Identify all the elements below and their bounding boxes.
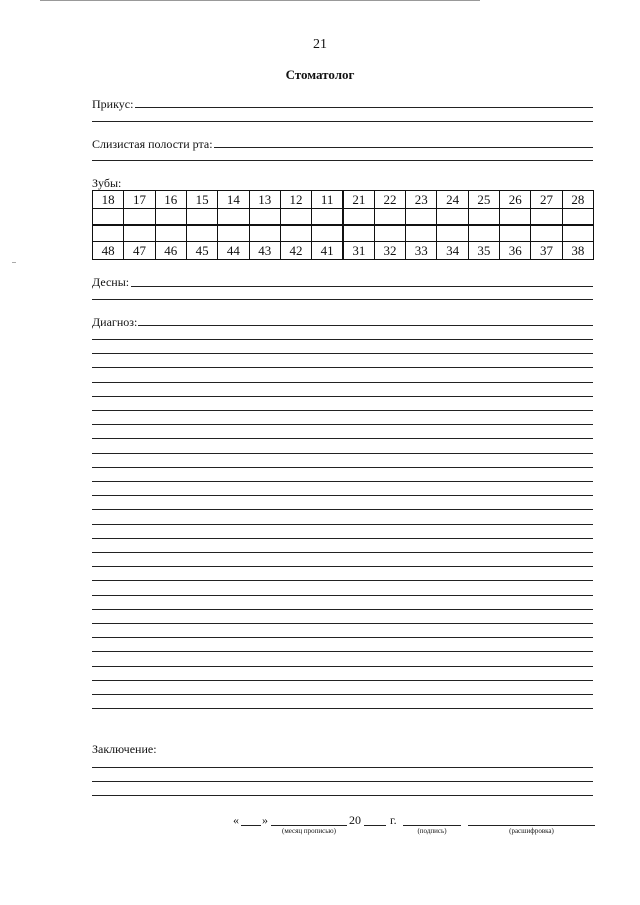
bite-label: Прикус: (92, 97, 134, 111)
diagnosis-writing-line[interactable] (92, 339, 593, 340)
diagnosis-writing-line[interactable] (92, 651, 593, 652)
gums-line[interactable] (131, 286, 593, 287)
tooth-mark-cell[interactable] (155, 225, 186, 242)
tooth-mark-cell[interactable] (343, 209, 374, 226)
diagnosis-line[interactable] (138, 325, 593, 326)
conclusion-line-1[interactable] (92, 767, 593, 768)
conclusion-line-3[interactable] (92, 795, 593, 796)
diagnosis-writing-line[interactable] (92, 410, 593, 411)
tooth-number: 41 (312, 242, 343, 260)
tooth-number: 45 (186, 242, 217, 260)
conclusion-line-2[interactable] (92, 781, 593, 782)
tooth-mark-cell[interactable] (562, 209, 593, 226)
diagnosis-writing-line[interactable] (92, 623, 593, 624)
tooth-mark-cell[interactable] (531, 209, 562, 226)
tooth-number: 46 (155, 242, 186, 260)
tooth-mark-cell[interactable] (312, 209, 343, 226)
tooth-number: 28 (562, 191, 593, 209)
tooth-number: 16 (155, 191, 186, 209)
gums-label: Десны: (92, 275, 130, 289)
tooth-number: 23 (406, 191, 437, 209)
mucosa-line[interactable] (214, 147, 593, 148)
tooth-number: 42 (280, 242, 311, 260)
tooth-mark-cell[interactable] (437, 209, 468, 226)
scan-top-edge (40, 0, 480, 1)
tooth-number: 25 (468, 191, 499, 209)
teeth-lower-numbers (93, 242, 594, 260)
tooth-number: 47 (124, 242, 155, 260)
tooth-mark-cell[interactable] (468, 209, 499, 226)
tooth-mark-cell[interactable] (312, 225, 343, 242)
tooth-mark-cell[interactable] (124, 225, 155, 242)
tooth-number: 32 (374, 242, 405, 260)
tooth-mark-cell[interactable] (93, 209, 124, 226)
year-field[interactable] (364, 825, 386, 826)
diagnosis-writing-line[interactable] (92, 538, 593, 539)
diagnosis-writing-line[interactable] (92, 580, 593, 581)
year-prefix: 20 (349, 813, 361, 827)
tooth-number: 33 (406, 242, 437, 260)
diagnosis-writing-line[interactable] (92, 524, 593, 525)
tooth-number: 27 (531, 191, 562, 209)
tooth-mark-cell[interactable] (374, 225, 405, 242)
tooth-number: 24 (437, 191, 468, 209)
tooth-mark-cell[interactable] (186, 225, 217, 242)
diagnosis-writing-line[interactable] (92, 694, 593, 695)
diagnosis-writing-line[interactable] (92, 595, 593, 596)
mucosa-label: Слизистая полости рта: (92, 137, 213, 151)
tooth-mark-cell[interactable] (406, 225, 437, 242)
tooth-number: 13 (249, 191, 280, 209)
signature-caption: (подпись) (417, 827, 447, 835)
tooth-number: 14 (218, 191, 249, 209)
month-field[interactable] (271, 825, 347, 826)
tooth-number: 31 (343, 242, 374, 260)
decoding-caption: (расшифровка) (509, 827, 554, 835)
diagnosis-writing-line[interactable] (92, 566, 593, 567)
tooth-mark-cell[interactable] (374, 209, 405, 226)
tooth-number: 18 (93, 191, 124, 209)
tooth-number: 36 (500, 242, 531, 260)
year-suffix: г. (390, 813, 397, 827)
date-quote-close: » (262, 813, 268, 827)
diagnosis-writing-line[interactable] (92, 424, 593, 425)
tooth-number: 37 (531, 242, 562, 260)
tooth-mark-cell[interactable] (218, 225, 249, 242)
tooth-mark-cell[interactable] (562, 225, 593, 242)
diagnosis-writing-line[interactable] (92, 680, 593, 681)
tooth-number: 15 (186, 191, 217, 209)
diagnosis-writing-line[interactable] (92, 467, 593, 468)
tooth-number: 34 (437, 242, 468, 260)
day-field[interactable] (241, 825, 261, 826)
tooth-mark-cell[interactable] (93, 225, 124, 242)
diagnosis-writing-line[interactable] (92, 481, 593, 482)
tooth-mark-cell[interactable] (124, 209, 155, 226)
month-caption: (месяц прописью) (282, 827, 336, 835)
teeth-label: Зубы: (92, 176, 122, 190)
tooth-number: 38 (562, 242, 593, 260)
tooth-mark-cell[interactable] (500, 209, 531, 226)
date-quote-open: « (233, 813, 239, 827)
decoding-field[interactable] (468, 825, 595, 826)
diagnosis-writing-line[interactable] (92, 438, 593, 439)
diagnosis-writing-line[interactable] (92, 666, 593, 667)
diagnosis-writing-line[interactable] (92, 552, 593, 553)
tooth-mark-cell[interactable] (437, 225, 468, 242)
tooth-mark-cell[interactable] (531, 225, 562, 242)
diagnosis-writing-line[interactable] (92, 382, 593, 383)
tooth-mark-cell[interactable] (249, 209, 280, 226)
tooth-mark-cell[interactable] (500, 225, 531, 242)
diagnosis-writing-line[interactable] (92, 509, 593, 510)
tooth-number: 11 (312, 191, 343, 209)
bite-line-2[interactable] (92, 121, 593, 122)
diagnosis-writing-line[interactable] (92, 609, 593, 610)
tooth-number: 44 (218, 242, 249, 260)
conclusion-label: Заключение: (92, 742, 157, 756)
scan-margin-mark (12, 262, 16, 263)
tooth-number: 12 (280, 191, 311, 209)
mucosa-line-2[interactable] (92, 160, 593, 161)
gums-line-2[interactable] (92, 299, 593, 300)
tooth-number: 26 (500, 191, 531, 209)
tooth-mark-cell[interactable] (280, 209, 311, 226)
diagnosis-writing-line[interactable] (92, 495, 593, 496)
teeth-upper-numbers (93, 191, 594, 209)
diagnosis-writing-line[interactable] (92, 353, 593, 354)
tooth-mark-cell[interactable] (280, 225, 311, 242)
signature-field[interactable] (403, 825, 461, 826)
tooth-mark-cell[interactable] (249, 225, 280, 242)
bite-line[interactable] (135, 107, 593, 108)
tooth-mark-cell[interactable] (343, 225, 374, 242)
diagnosis-label: Диагноз: (92, 315, 138, 329)
tooth-number: 35 (468, 242, 499, 260)
page-title: Стоматолог (285, 67, 355, 82)
tooth-mark-cell[interactable] (186, 209, 217, 226)
tooth-mark-cell[interactable] (155, 209, 186, 226)
tooth-mark-cell[interactable] (406, 209, 437, 226)
diagnosis-writing-line[interactable] (92, 637, 593, 638)
tooth-number: 17 (124, 191, 155, 209)
diagnosis-writing-line[interactable] (92, 453, 593, 454)
teeth-lower-marks (93, 225, 594, 242)
tooth-number: 21 (343, 191, 374, 209)
tooth-number: 43 (249, 242, 280, 260)
tooth-mark-cell[interactable] (218, 209, 249, 226)
diagnosis-writing-line[interactable] (92, 708, 593, 709)
teeth-upper-marks (93, 209, 594, 226)
diagnosis-writing-line[interactable] (92, 367, 593, 368)
tooth-number: 22 (374, 191, 405, 209)
tooth-number: 48 (93, 242, 124, 260)
page-number: 21 (313, 37, 327, 52)
diagnosis-writing-line[interactable] (92, 396, 593, 397)
tooth-mark-cell[interactable] (468, 225, 499, 242)
teeth-chart (92, 190, 594, 260)
